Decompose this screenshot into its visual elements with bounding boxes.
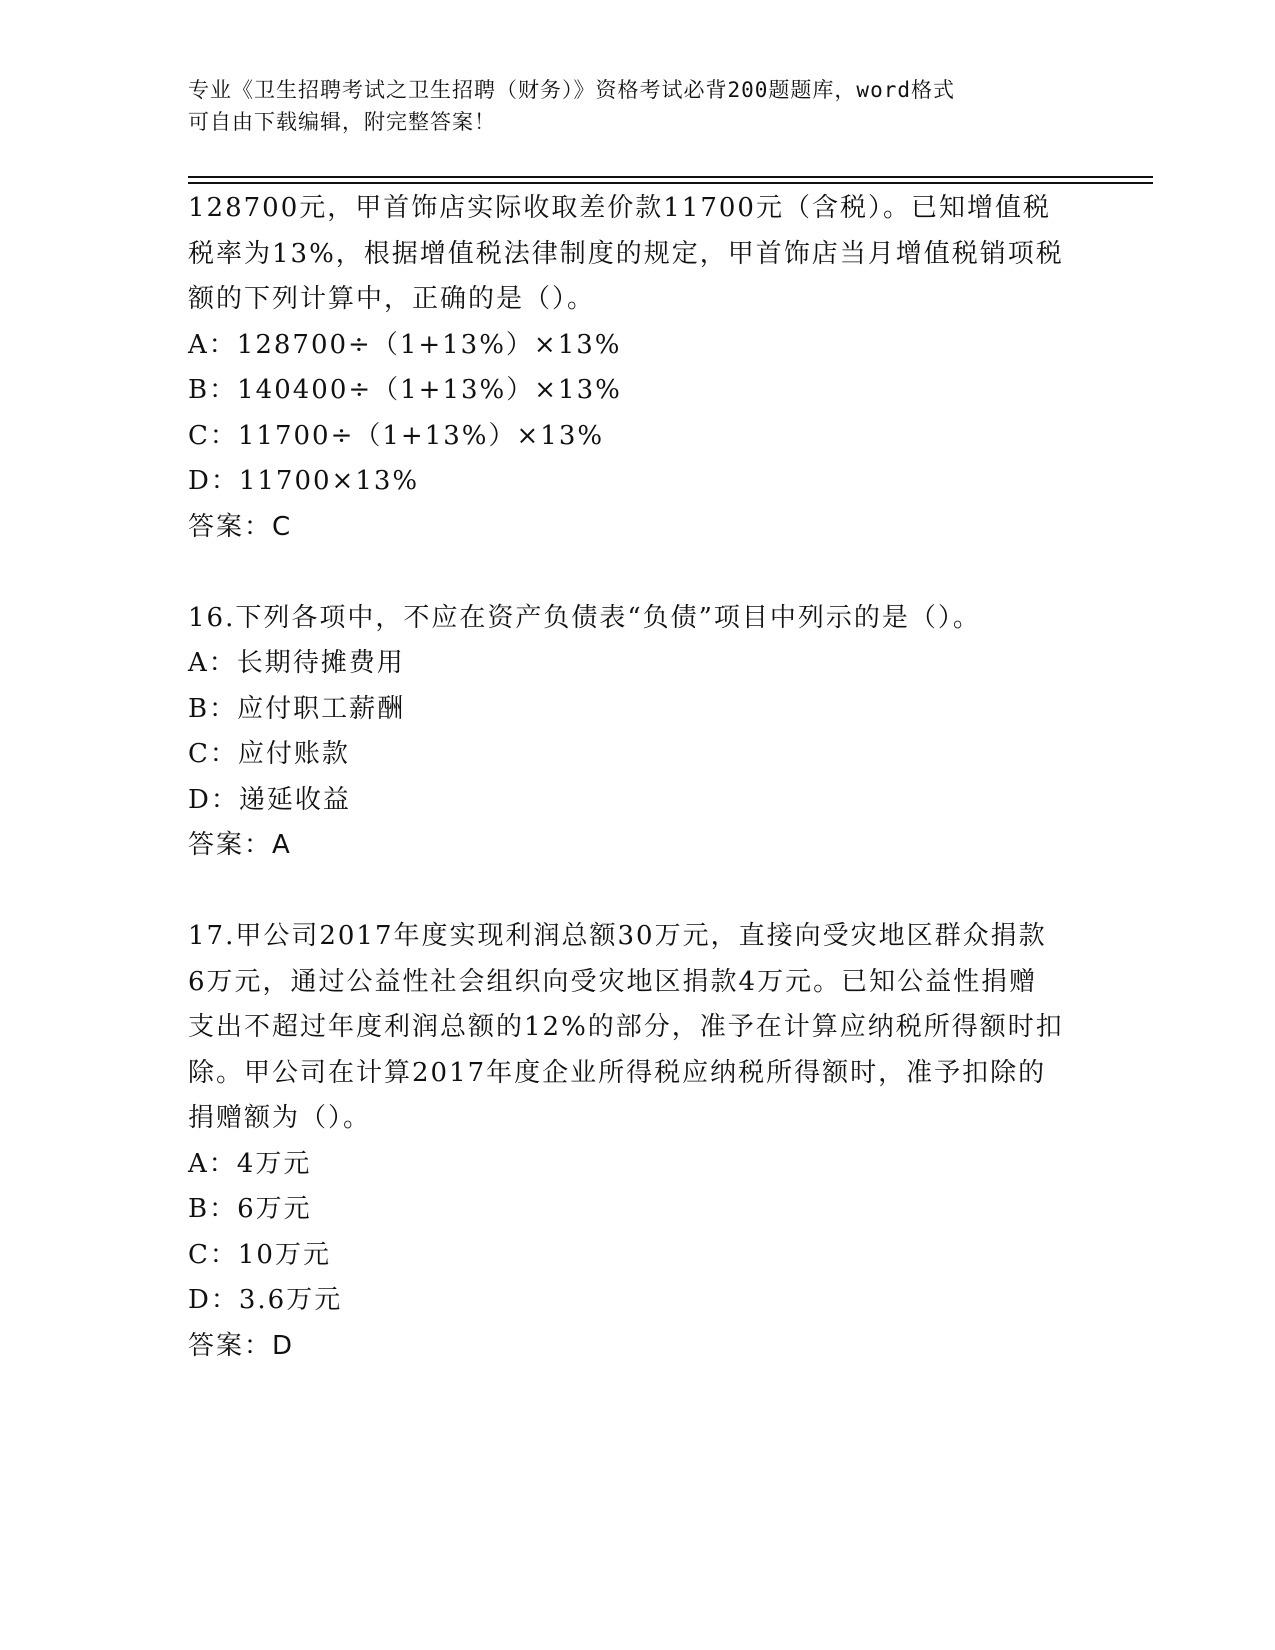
option-d: D：11700×13% xyxy=(188,466,420,496)
option-d: D：递延收益 xyxy=(188,784,351,815)
question-text-line: 捐赠额为（）。 xyxy=(188,1103,372,1133)
header-line-2: 可自由下载编辑，附完整答案！ xyxy=(188,110,496,134)
option-b: B：6万元 xyxy=(188,1194,312,1224)
question-16 xyxy=(188,596,1088,869)
spacer xyxy=(188,550,1088,596)
spacer xyxy=(188,869,1088,915)
question-15 xyxy=(188,186,1088,550)
question-text-line: 16.下列各项中，不应在资产负债表“负债”项目中列示的是（）。 xyxy=(188,602,981,633)
question-text-line: 除。甲公司在计算2017年度企业所得税应纳税所得额时，准予扣除的 xyxy=(188,1057,1047,1088)
option-c: C：11700÷（1+13%）×13% xyxy=(188,420,605,451)
question-text-line: 税率为13%，根据增值税法律制度的规定，甲首饰店当月增值税销项税 xyxy=(188,238,1064,269)
answer-line: 答案：C xyxy=(188,511,293,542)
question-text-line: 额的下列计算中，正确的是（）。 xyxy=(188,284,596,314)
document-body xyxy=(188,186,1088,1369)
option-b: B：140400÷（1+13%）×13% xyxy=(188,375,622,405)
answer-line: 答案：D xyxy=(188,1330,295,1361)
option-b: B：应付职工薪酬 xyxy=(188,693,406,724)
option-d: D：3.6万元 xyxy=(188,1285,343,1315)
option-a: A：长期待摊费用 xyxy=(188,648,405,678)
question-text-line: 支出不超过年度利润总额的12%的部分，准予在计算应纳税所得额时扣 xyxy=(188,1012,1064,1042)
header-line-1: 专业《卫生招聘考试之卫生招聘（财务）》资格考试必背200题题库，word格式 xyxy=(188,78,955,102)
option-c: C：应付账款 xyxy=(188,739,350,769)
question-text-line: 128700元，甲首饰店实际收取差价款11700元（含税）。已知增值税 xyxy=(188,193,1051,223)
header-rule-top xyxy=(188,176,1153,178)
option-a: A：4万元 xyxy=(188,1148,312,1179)
option-a: A：128700÷（1+13%）×13% xyxy=(188,329,622,360)
question-17 xyxy=(188,914,1088,1369)
answer-line: 答案：A xyxy=(188,830,292,860)
option-c: C：10万元 xyxy=(188,1239,331,1270)
question-text-line: 6万元，通过公益性社会组织向受灾地区捐款4万元。已知公益性捐赠 xyxy=(188,966,1038,997)
question-text-line: 17.甲公司2017年度实现利润总额30万元，直接向受灾地区群众捐款 xyxy=(188,921,1047,951)
document-header xyxy=(188,74,1068,138)
header-rule-bottom xyxy=(188,182,1153,184)
